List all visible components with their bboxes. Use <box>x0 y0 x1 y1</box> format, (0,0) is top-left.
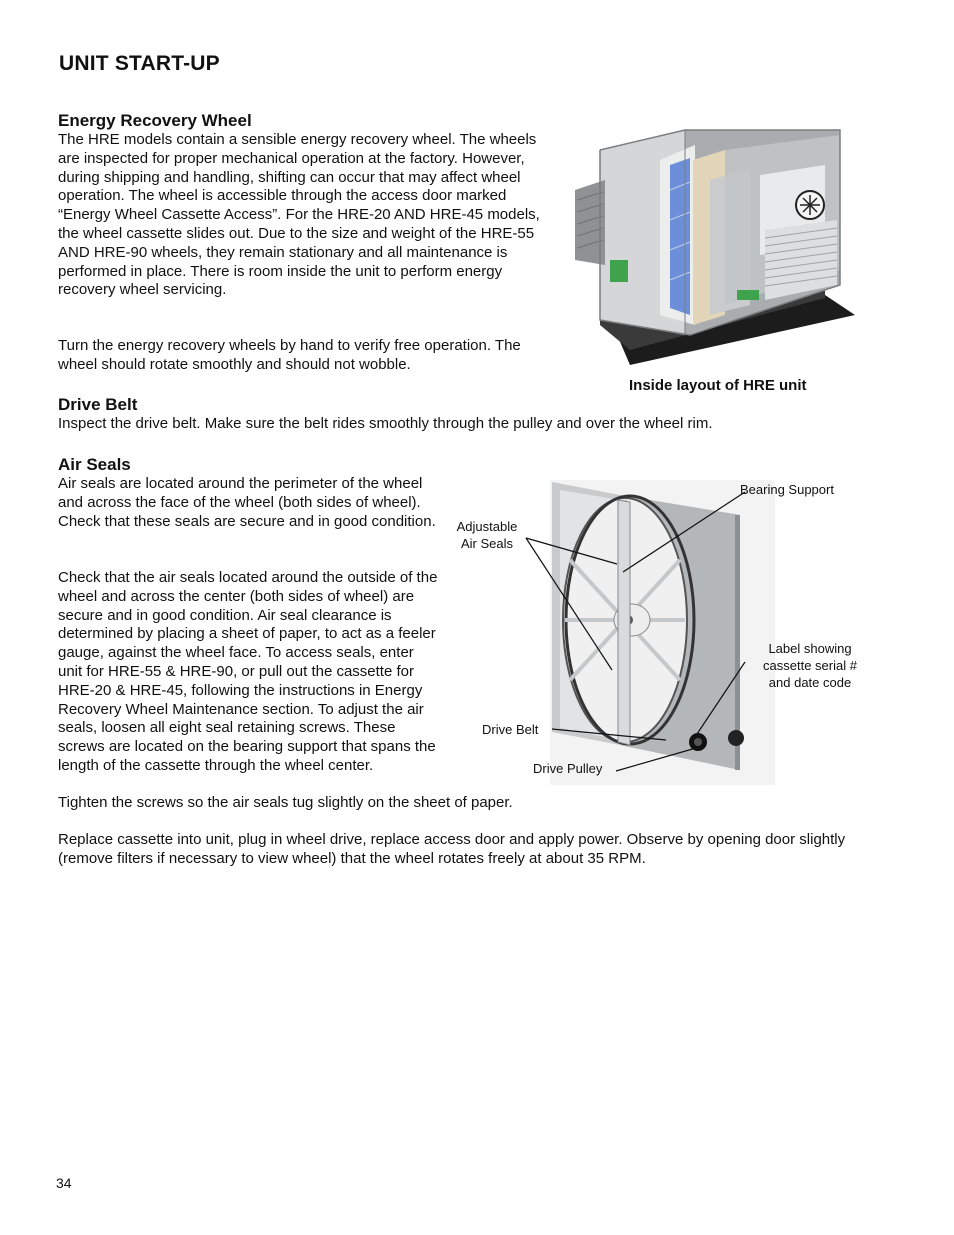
callout-adjustable-air-seals <box>447 518 527 552</box>
page-number: 34 <box>56 1175 72 1191</box>
callout-drive-pulley: Drive Pulley <box>533 761 603 776</box>
callout-label-line-3: and date code <box>768 675 852 690</box>
hre-unit-illustration <box>575 120 865 370</box>
callout-bearing-support: Bearing Support <box>740 482 834 497</box>
air-seals-heading: Air Seals <box>58 455 131 474</box>
callout-label-line-1: Label showing <box>768 641 852 656</box>
air-seals-paragraph-2: Check that the air seals located around the outside of the wheel and across the center (both sides of wheel) are secure and in good condition. Air seal clearance is determined by placing a sheet of paper, to act as a feeler gauge, against the wheel face. To access seals, enter unit for HRE-55 & HRE-90, or pull out the cassette for HRE-20 & HRE-45, following the instructions in Energy Recovery Wheel Maintenance section. To adjust the air seals, loosen all eight seal retaining screws. These screws are located on the bearing support that spans the length of the cassette through the wheel center. <box>58 569 438 774</box>
energy-wheel-heading: Energy Recovery Wheel <box>58 111 252 130</box>
callout-adjustable-line-2: Air Seals <box>460 536 514 551</box>
figure-caption-hre-layout: Inside layout of HRE unit <box>629 377 807 394</box>
energy-wheel-paragraph-2: Turn the energy recovery wheels by hand to verify free operation. The wheel should rotate smoothly and should not wobble. <box>58 337 521 373</box>
page-title: UNIT START-UP <box>59 52 220 75</box>
callout-drive-belt: Drive Belt <box>482 722 539 737</box>
drive-belt-paragraph: Inspect the drive belt. Make sure the belt rides smoothly through the pulley and over the wheel rim. <box>58 415 713 432</box>
air-seals-paragraph-1: Air seals are located around the perimeter of the wheel and across the face of the wheel (both sides of wheel). Check that these seals are secure and in good condition. <box>58 475 436 530</box>
callout-adjustable-line-1: Adjustable <box>456 519 518 534</box>
air-seals-paragraph-2-end: Tighten the screws so the air seals tug slightly on the sheet of paper. <box>58 794 513 811</box>
callout-label-line-2: cassette serial # <box>763 658 857 673</box>
callout-label-serial <box>748 640 872 691</box>
energy-wheel-paragraph-1: The HRE models contain a sensible energy recovery wheel. The wheels are inspected for proper mechanical operation at the factory. However, during shipping and handling, shifting can occur that may affect wheel operation. The wheel is accessible through the access door marked “Energy Wheel Cassette Access”. For the HRE-20 AND HRE-45 models, the wheel cassette slides out. Due to the size and weight of the HRE-55 AND HRE-90 wheels, they remain stationary and all maintenance is performed in place. There is room inside the unit to perform energy recovery wheel servicing. <box>58 131 540 299</box>
air-seals-paragraph-3: Replace cassette into unit, plug in wheel drive, replace access door and apply power. Observe by opening door slightly (remove filters if necessary to view wheel) that the wheel rotates freely at about 35 RPM. <box>58 831 846 867</box>
drive-belt-heading: Drive Belt <box>58 395 138 414</box>
